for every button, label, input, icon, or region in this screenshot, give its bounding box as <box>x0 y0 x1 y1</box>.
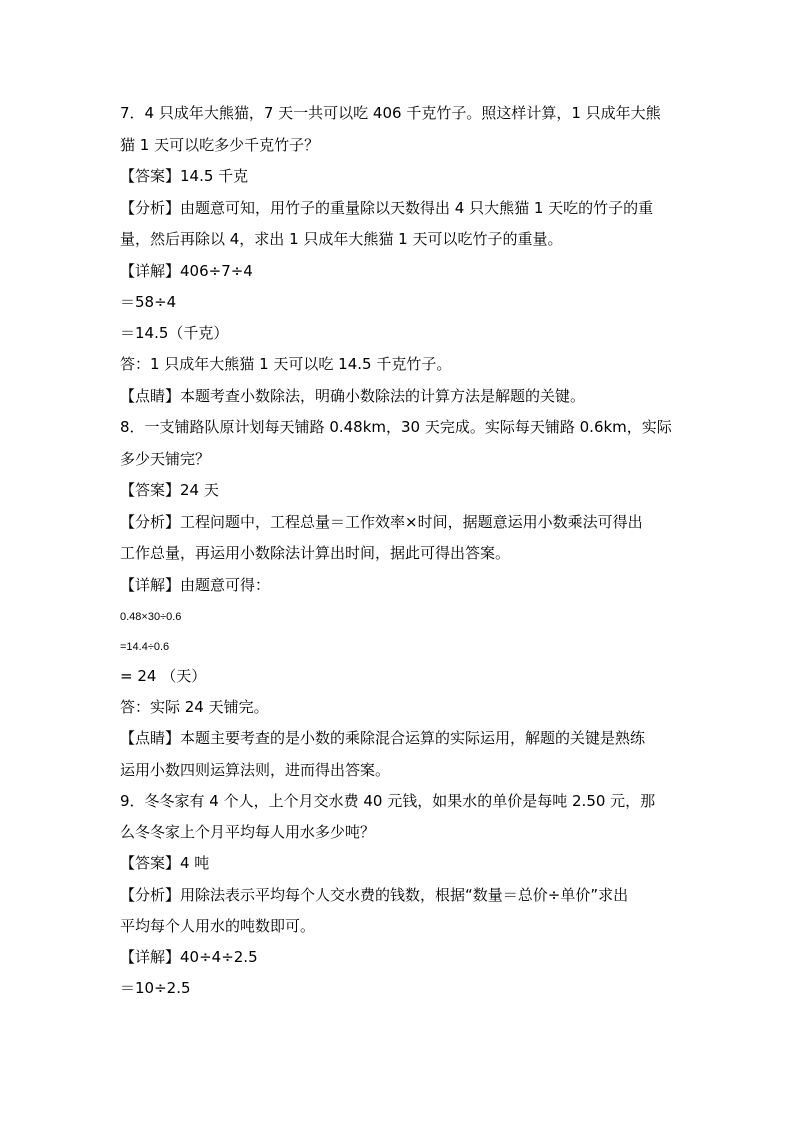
question-8-line-2: 多少天铺完？ <box>120 450 211 468</box>
question-9-line-2: 么冬冬家上个月平均每人用水多少吨？ <box>120 823 376 841</box>
analysis-9-line-2: 平均每个人用水的吨数即可。 <box>120 917 316 935</box>
detail-9-line-2: ＝10÷2.5 <box>120 979 191 997</box>
key-point-8-line-2: 运用小数四则运算法则，进而得出答案。 <box>120 761 391 779</box>
answer-7: 【答案】14.5 千克 <box>120 167 249 185</box>
key-point-7: 【点睛】本题考查小数除法，明确小数除法的计算方法是解题的关键。 <box>120 387 586 405</box>
key-point-8-line-1: 【点睛】本题主要考查的是小数的乘除混合运算的实际运用，解题的关键是熟练 <box>120 729 646 747</box>
analysis-7-line-1: 【分析】由题意可知，用竹子的重量除以天数得出 4 只大熊猫 1 天吃的竹子的重 <box>120 199 654 217</box>
detail-8-line-1: 【详解】由题意可得： <box>120 576 271 594</box>
detail-7-line-3: ＝14.5（千克） <box>120 324 229 342</box>
analysis-7-line-2: 量，然后再除以 4，求出 1 只成年大熊猫 1 天可以吃竹子的重量。 <box>120 230 563 248</box>
answer-8: 【答案】24 天 <box>120 481 219 499</box>
question-9-line-1: 9．冬冬家有 4 个人，上个月交水费 40 元钱，如果水的单价是每吨 2.50 元，那 <box>120 792 656 810</box>
analysis-9-line-1: 【分析】用除法表示平均每个人交水费的钱数，根据“数量＝总价÷单价”求出 <box>120 886 629 904</box>
reply-7: 答：1 只成年大熊猫 1 天可以吃 14.5 千克竹子。 <box>120 355 452 373</box>
question-7-line-1: 7．4 只成年大熊猫，7 天一共可以吃 406 千克竹子。照这样计算，1 只成年大熊 <box>120 104 661 122</box>
detail-8-formula-2: =14.4÷0.6 <box>120 641 170 653</box>
question-8-line-1: 8．一支铺路队原计划每天铺路 0.48km，30 天完成。实际每天铺路 0.6km，实际 <box>120 418 672 436</box>
detail-7-line-2: ＝58÷4 <box>120 293 177 311</box>
detail-9-line-1: 【详解】40÷4÷2.5 <box>120 948 258 966</box>
detail-8-formula-1: 0.48×30÷0.6 <box>120 611 182 623</box>
detail-7-line-1: 【详解】406÷7÷4 <box>120 262 253 280</box>
question-7-line-2: 猫 1 天可以吃多少千克竹子？ <box>120 136 320 154</box>
answer-9: 【答案】4 吨 <box>120 854 210 872</box>
analysis-8-line-2: 工作总量，再运用小数除法计算出时间，据此可得出答案。 <box>120 544 511 562</box>
detail-8-formula-3: = 24 （天） <box>120 667 207 685</box>
analysis-8-line-1: 【分析】工程问题中，工程总量＝工作效率×时间，据题意运用小数乘法可得出 <box>120 513 643 531</box>
reply-8: 答：实际 24 天铺完。 <box>120 698 269 716</box>
